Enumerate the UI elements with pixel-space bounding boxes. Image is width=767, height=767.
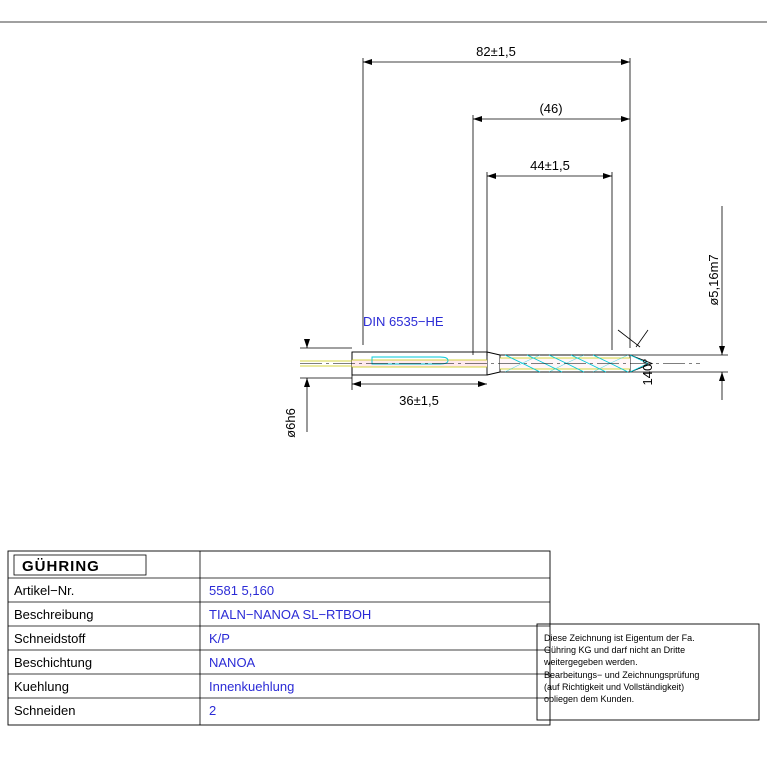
note-line: Bearbeitungs− und Zeichnungsprüfung: [544, 670, 700, 680]
dim-shank-length-label: 36±1,5: [399, 393, 439, 408]
guehring-logo: GÜHRING: [22, 558, 100, 575]
table-row-label: Beschreibung: [14, 607, 94, 622]
dim-cutting-diameter-label: ø5,16m7: [706, 254, 721, 306]
table-row-value: 2: [209, 703, 217, 718]
note-line: weitergegeben werden.: [544, 657, 638, 667]
table-row-value: NANOA: [209, 655, 256, 670]
table-row-label: Schneidstoff: [14, 631, 86, 646]
note-line: Diese Zeichnung ist Eigentum der Fa.: [544, 633, 695, 643]
table-row-label: Artikel−Nr.: [14, 583, 75, 598]
dim-flute-length-label: 44±1,5: [530, 158, 570, 173]
table-row-label: Schneiden: [14, 703, 76, 718]
table-row-value: 5581 5,160: [209, 583, 275, 598]
table-row-label: Kuehlung: [14, 679, 69, 694]
note-line: Gühring KG und darf nicht an Dritte: [544, 645, 686, 655]
point-angle-label: 140°: [640, 358, 655, 386]
dim-reference-length-label: (46): [539, 101, 563, 116]
standard-label: DIN 6535−HE: [363, 314, 444, 329]
table-row-value: K/P: [209, 631, 230, 646]
note-line: obliegen dem Kunden.: [544, 694, 635, 704]
table-row-value: Innenkuehlung: [209, 679, 295, 694]
table-row-label: Beschichtung: [14, 655, 93, 670]
note-line: (auf Richtigkeit und Vollständigkeit): [544, 682, 685, 692]
dim-total-length-label: 82±1,5: [476, 44, 516, 59]
table-row-value: TIALN−NANOA SL−RTBOH: [209, 607, 372, 622]
dim-shank-diameter-label: ø6h6: [283, 408, 298, 438]
